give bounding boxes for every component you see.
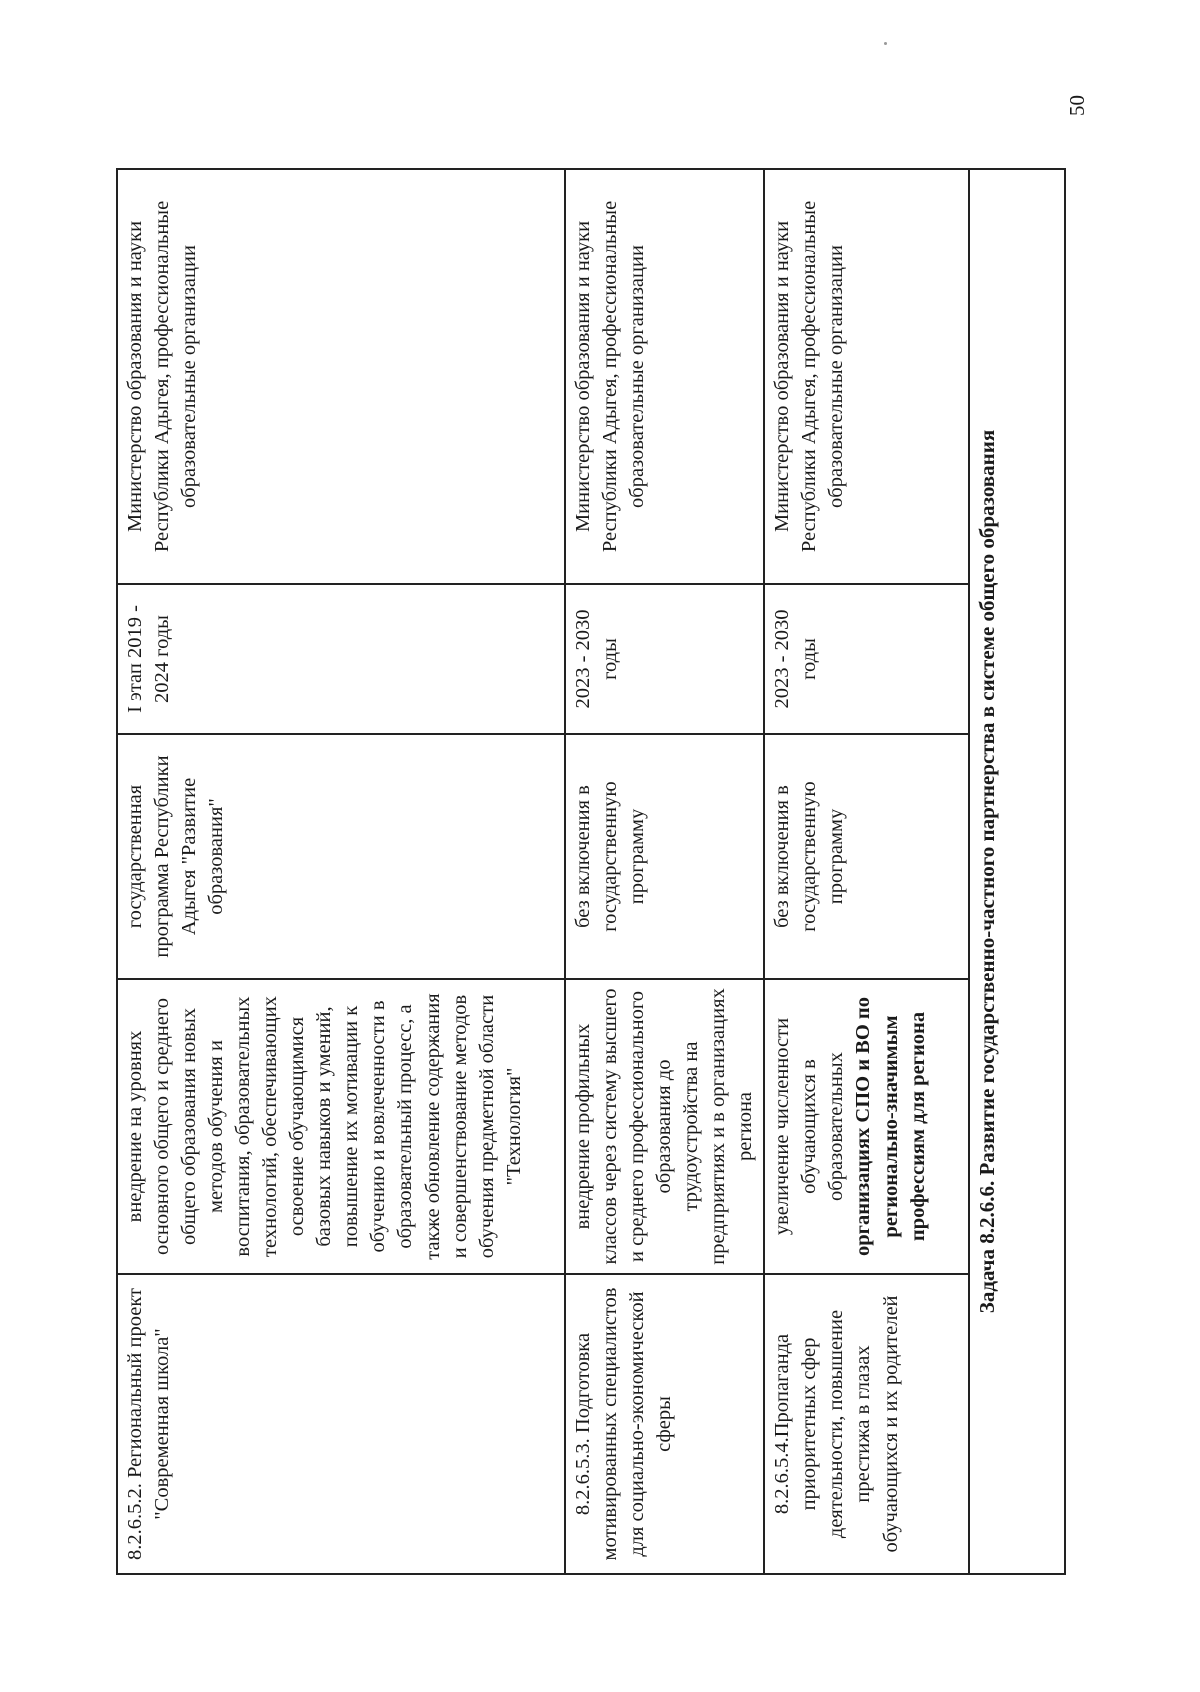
result-cell: внедрение на уровнях основного общего и среднего общего образования новых методов обучения и воспитания, образовательных технологий, обеспечивающих освоение обучающимися базовых навыков и умений, повышение их мотивации к обучению и вовлеченности в образовательный процесс, а также обновление содержания и совершенствование методов обучения предметной области "Технология" xyxy=(117,979,565,1274)
term-cell: I этап 2019 - 2024 годы xyxy=(117,584,565,734)
result-text-plain: увеличение численности обучающихся в образовательных xyxy=(771,1017,848,1236)
table-row xyxy=(117,169,565,1574)
event-cell: 8.2.6.5.3. Подготовка мотивированных специалистов для социально-экономической сферы xyxy=(565,1274,764,1574)
page-number-text: 50 xyxy=(1064,94,1089,116)
activities-table xyxy=(116,168,1066,1575)
task-heading: Задача 8.2.6.6. Развитие государственно-частного партнерства в системе общего образования xyxy=(969,169,1065,1574)
table-row xyxy=(565,169,764,1574)
result-cell: внедрение профильных классов через систему высшего и среднего профессионального образования до трудоустройства на предприятиях и в организациях региона xyxy=(565,979,764,1274)
responsible-cell: Министерство образования и науки Республики Адыгея, профессиональные образовательные организации xyxy=(764,169,969,584)
document-cell: государственная программа Республики Адыгея "Развитие образования" xyxy=(117,734,565,979)
event-cell: 8.2.6.5.2. Региональный проект "Современная школа" xyxy=(117,1274,565,1574)
page-number xyxy=(1063,85,1091,125)
task-heading-row xyxy=(969,169,1065,1574)
document-cell: без включения в государственную программу xyxy=(764,734,969,979)
scan-speck xyxy=(884,42,887,45)
table-row xyxy=(764,169,969,1574)
rotated-table-container xyxy=(116,170,1063,1575)
responsible-cell: Министерство образования и науки Республики Адыгея, профессиональные образовательные организации xyxy=(565,169,764,584)
result-cell xyxy=(764,979,969,1274)
document-cell: без включения в государственную программу xyxy=(565,734,764,979)
responsible-cell: Министерство образования и науки Республики Адыгея, профессиональные образовательные организации xyxy=(117,169,565,584)
term-cell: 2023 - 2030 годы xyxy=(764,584,969,734)
event-cell: 8.2.6.5.4.Пропаганда приоритетных сфер деятельности, повышение престижа в глазах обучающихся и их родителей xyxy=(764,1274,969,1574)
result-text-bold: организациях СПО и ВО по регионально-значимым профессиям для региона xyxy=(852,997,929,1256)
term-cell: 2023 - 2030 годы xyxy=(565,584,764,734)
